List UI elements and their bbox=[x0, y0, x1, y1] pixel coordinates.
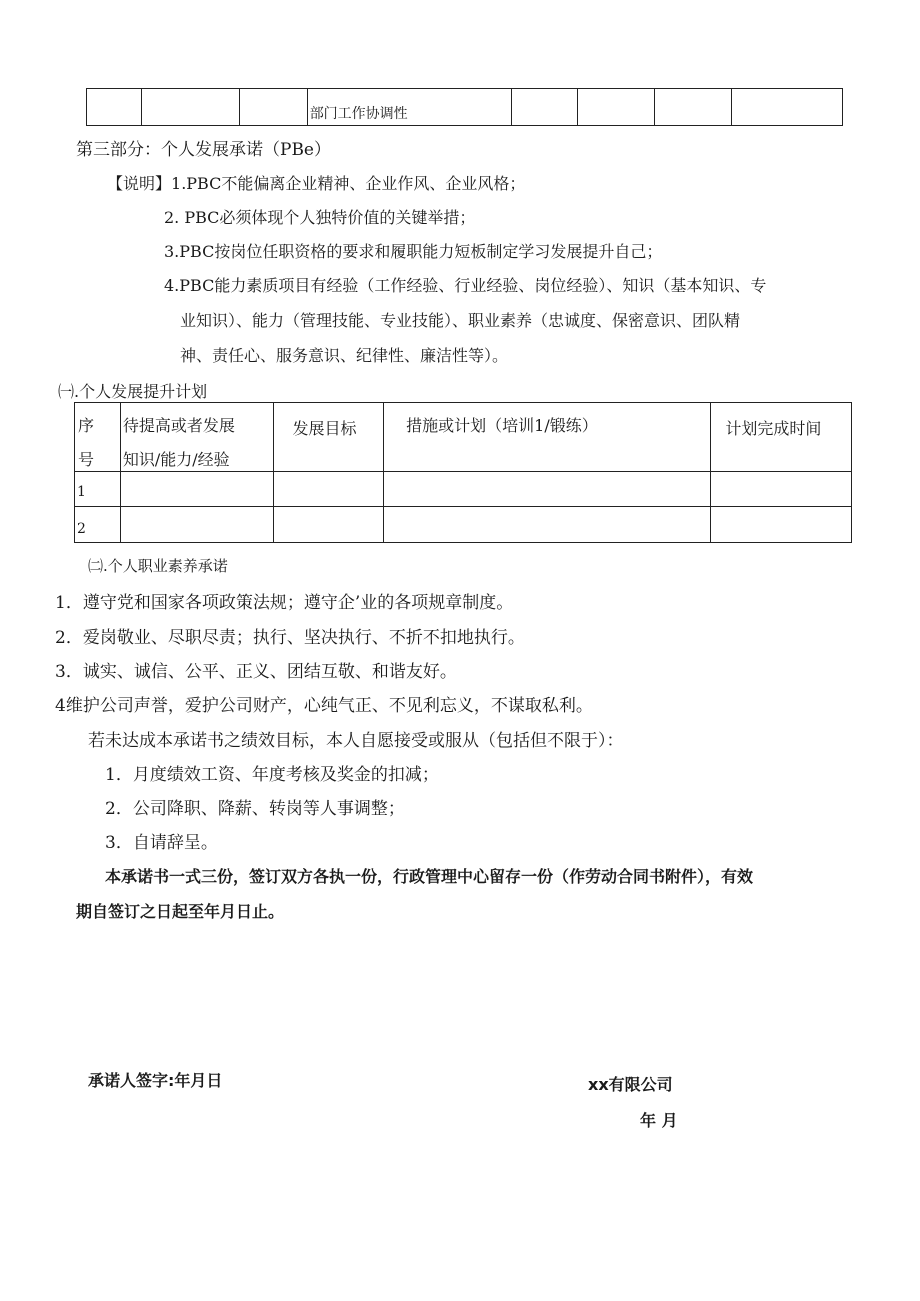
table-cell bbox=[655, 89, 732, 126]
notes-line-1 bbox=[107, 171, 525, 194]
commit-item-2: 2．爱岗敬业、尽职尽责；执行、坚决执行、不折不扣地执行。 bbox=[55, 628, 525, 648]
section-title: 第三部分：个人发展承诺（PBe） bbox=[76, 140, 331, 160]
commit-item-1: 1．遵守党和国家各项政策法规；遵守企’业的各项规章制度。 bbox=[55, 593, 514, 613]
validity-line-2: 期自签订之日起至年月日止。 bbox=[76, 902, 285, 921]
notes-label: 【说明】 bbox=[107, 174, 172, 193]
header-seq: 序 号 bbox=[75, 403, 121, 472]
table-cell bbox=[732, 89, 843, 126]
row-seq: 2 bbox=[75, 507, 121, 543]
penalty-intro: 若未达成本承诺书之绩效目标，本人自愿接受或服从（包括但不限于）： bbox=[88, 731, 624, 751]
table-row bbox=[75, 472, 852, 507]
table-row bbox=[75, 507, 852, 543]
penalty-2: 2．公司降职、降薪、转岗等人事调整； bbox=[105, 799, 405, 819]
table-cell bbox=[384, 507, 711, 543]
table-header-row bbox=[75, 403, 852, 472]
commit-item-4: 4维护公司声誉，爱护公司财产，心纯气正、不见利忘义，不谋取私利。 bbox=[55, 696, 593, 716]
penalty-1: 1．月度绩效工资、年度考核及奖金的扣减； bbox=[105, 765, 439, 785]
header-time: 计划完成时间 bbox=[711, 403, 852, 472]
note-1: 1.PBC不能偏离企业精神、企业作风、企业风格； bbox=[171, 174, 526, 193]
company-name: xx有限公司 bbox=[588, 1075, 673, 1094]
table-cell bbox=[120, 507, 274, 543]
header-item: 待提高或者发展 知识/能力/经验 bbox=[120, 403, 274, 472]
note-4-line-2: 业知识）、能力（管理技能、专业技能）、职业素养（忠诚度、保密意识、团队精 bbox=[180, 311, 741, 330]
row-seq: 1 bbox=[75, 472, 121, 507]
table-cell bbox=[239, 89, 307, 126]
note-4-line-3: 神、责任心、服务意识、纪律性、廉洁性等）。 bbox=[180, 346, 509, 365]
commit-title: ㈡.个人职业素养承诺 bbox=[88, 557, 228, 575]
table-cell bbox=[711, 507, 852, 543]
table-cell bbox=[307, 89, 512, 126]
development-plan-table bbox=[74, 402, 852, 543]
table-cell bbox=[512, 89, 578, 126]
table-cell bbox=[578, 89, 655, 126]
plan-title: ㈠.个人发展提升计划 bbox=[58, 382, 208, 401]
penalty-3: 3．自请辞呈。 bbox=[105, 833, 218, 853]
header-measure: 措施或计划（培训1/锻练） bbox=[384, 403, 711, 472]
table-cell bbox=[711, 472, 852, 507]
cell-dept-coordination: 部门工作协调性 bbox=[309, 106, 408, 122]
commit-item-3: 3．诚实、诚信、公平、正义、团结互敬、和谐友好。 bbox=[55, 662, 457, 682]
evaluation-table-fragment bbox=[86, 88, 843, 126]
table-cell bbox=[274, 507, 384, 543]
validity-line-1: 本承诺书一式三份，签订双方各执一份，行政管理中心留存一份（作劳动合同书附件），有效 bbox=[105, 867, 754, 886]
table-cell bbox=[141, 89, 239, 126]
note-2: 2. PBC必须体现个人独特价值的关键举措； bbox=[164, 208, 476, 227]
promisor-signature: 承诺人签字:年月日 bbox=[88, 1071, 223, 1090]
table-cell bbox=[87, 89, 142, 126]
table-cell bbox=[384, 472, 711, 507]
note-3: 3.PBC按岗位任职资格的要求和履职能力短板制定学习发展提升自己； bbox=[164, 242, 663, 261]
sign-date: 年 月 bbox=[640, 1111, 678, 1130]
table-cell bbox=[120, 472, 274, 507]
table-cell bbox=[274, 472, 384, 507]
header-goal: 发展目标 bbox=[274, 403, 384, 472]
note-4-line-1: 4.PBC能力素质项目有经验（工作经验、行业经验、岗位经验）、知识（基本知识、专 bbox=[164, 276, 767, 295]
